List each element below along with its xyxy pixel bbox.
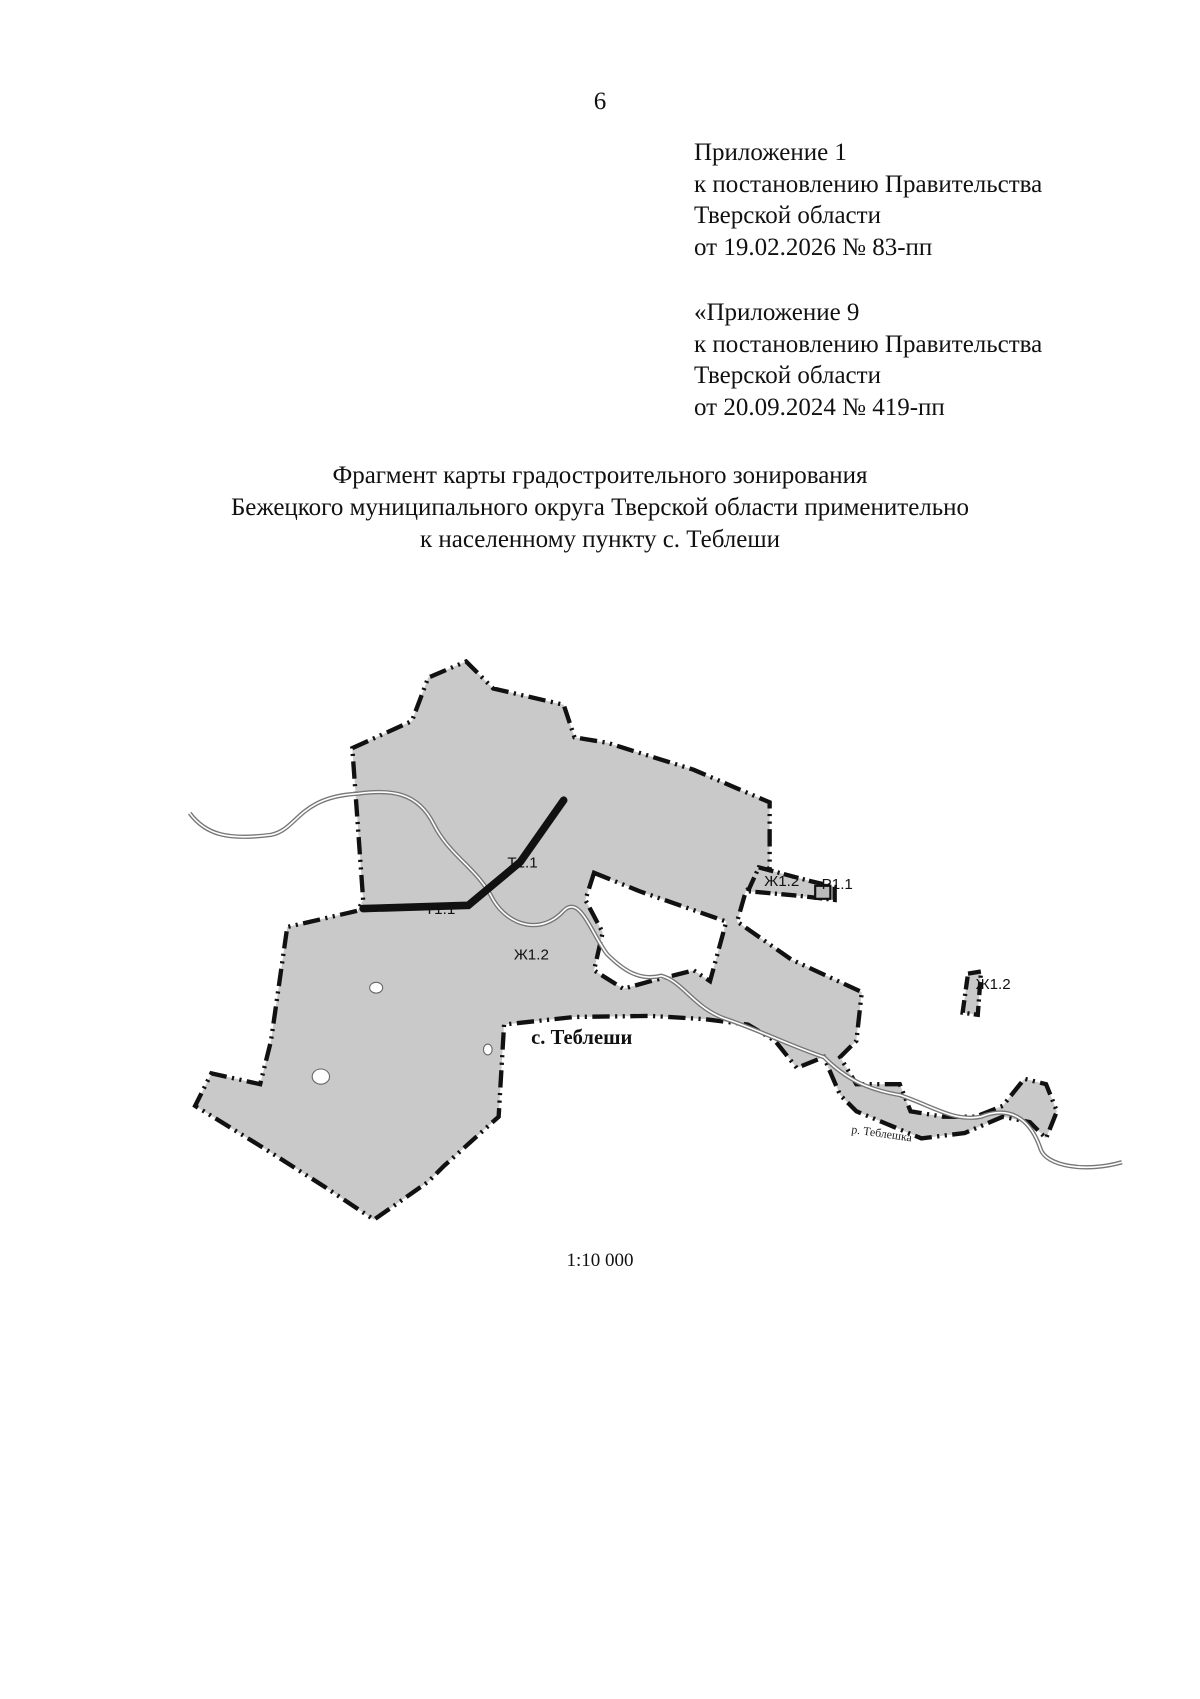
zone-label-R1-1: Р1.1: [821, 876, 853, 894]
zone-label-Zh1-2: Ж1.2: [513, 946, 549, 964]
zone-label-T1-1: Т1.1: [507, 854, 538, 872]
pond: [483, 1044, 492, 1055]
title-line: к населенному пункту с. Теблеши: [419, 526, 781, 553]
zone-label-Zh1-2: Ж1.2: [975, 975, 1011, 993]
appendix-line: Приложение 1: [694, 139, 847, 166]
pond: [312, 1069, 329, 1084]
appendix-line: Тверской области: [694, 202, 881, 229]
appendix-line: к постановлению Правительства: [694, 330, 1043, 358]
appendix-line: к постановлению Правительства: [694, 170, 1043, 198]
zone-label-Zh1-2: Ж1.2: [764, 872, 800, 890]
river-label: р. Теблешка: [850, 1122, 913, 1145]
appendix-line: от 20.09.2024 № 419-пп: [694, 393, 945, 421]
settlement-zone-polygon: [195, 661, 1057, 1219]
pond: [370, 982, 383, 993]
zone-label-T1-1: Т1.1: [424, 900, 456, 918]
appendix-line: «Приложение 9: [694, 299, 860, 326]
appendix-line: от 19.02.2026 № 83-пп: [694, 233, 933, 261]
page-number: 6: [593, 88, 607, 115]
appendix-line: Тверской области: [694, 362, 881, 389]
title-line: Бежецкого муниципального округа Тверской области применительно: [230, 494, 970, 521]
map-scale: 1:10 000: [566, 1250, 634, 1271]
settlement-label: с. Теблеши: [531, 1027, 633, 1050]
title-line: Фрагмент карты градостроительного зонирования: [332, 462, 868, 489]
